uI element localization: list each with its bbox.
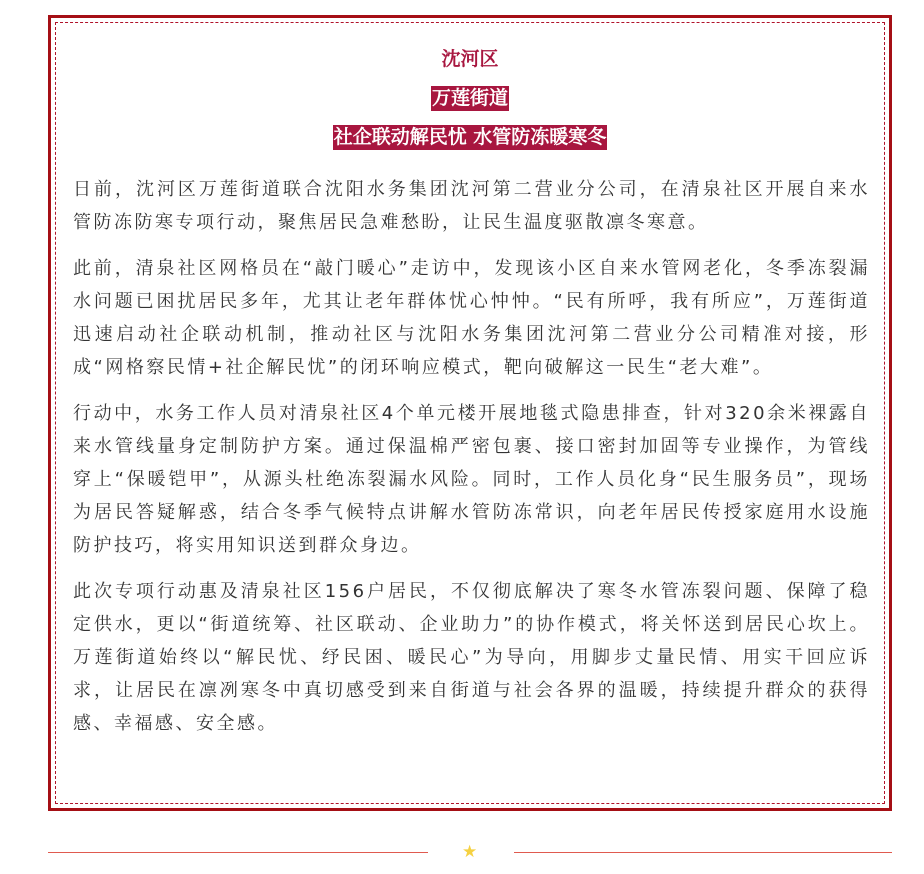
article-frame (48, 15, 892, 811)
headline: 社企联动解民忧 水管防冻暖寒冬 (333, 126, 607, 148)
star-icon: ★ (462, 842, 478, 862)
paragraph: 日前，沈河区万莲街道联合沈阳水务集团沈河第二营业分公司，在清泉社区开展自来水管防冻防寒专项行动，聚焦居民急难愁盼，让民生温度驱散凛冬寒意。 (73, 179, 870, 233)
title-block (56, 47, 884, 164)
divider-left (48, 852, 428, 853)
divider-right (514, 852, 892, 853)
paragraph: 此前，清泉社区网格员在“敲门暖心”走访中，发现该小区自来水管网老化，冬季冻裂漏水问题已困扰居民多年，尤其让老年群体忧心忡忡。“民有所呼，我有所应”，万莲街道迅速启动社企联动机制，推动社区与沈阳水务集团沈河第二营业分公司精准对接，形成“网格察民情+社企解民忧”的闭环响应模式，靶向破解这一民生“老大难”。 (73, 258, 870, 378)
dashed-inner-border (55, 22, 885, 804)
article-body (73, 173, 870, 753)
paragraph: 行动中，水务工作人员对清泉社区4个单元楼开展地毯式隐患排查，针对320余米裸露自来水管线量身定制防护方案。通过保温棉严密包裹、接口密封加固等专业操作，为管线穿上“保暖铠甲”，从源头杜绝冻裂漏水风险。同时，工作人员化身“民生服务员”，现场为居民答疑解惑，结合冬季气候特点讲解水管防冻常识，向老年居民传授家庭用水设施防护技巧，将实用知识送到群众身边。 (73, 403, 870, 556)
district-title: 沈河区 (441, 48, 499, 70)
subdistrict-title: 万莲街道 (431, 87, 508, 109)
paragraph: 此次专项行动惠及清泉社区156户居民，不仅彻底解决了寒冬水管冻裂问题、保障了稳定供水，更以“街道统筹、社区联动、企业助力”的协作模式，将关怀送到居民心坎上。万莲街道始终以“解民忧、纾民困、暖民心”为导向，用脚步丈量民情、用实干回应诉求，让居民在凛冽寒冬中真切感受到来自街道与社会各界的温暖，持续提升群众的获得感、幸福感、安全感。 (73, 581, 870, 734)
